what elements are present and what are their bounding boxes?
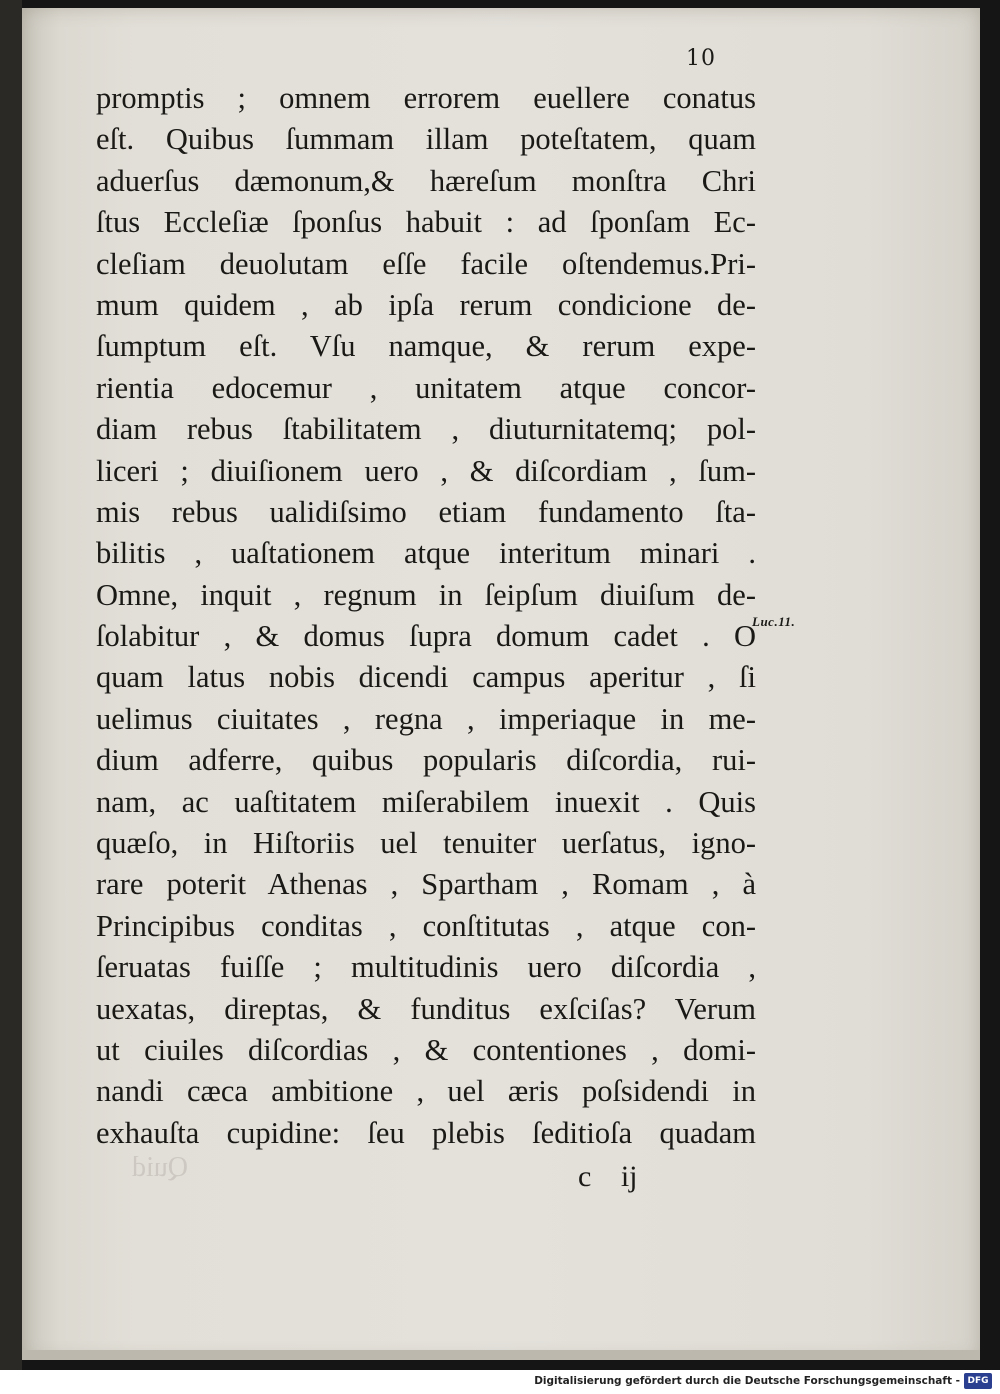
text-line: ut ciuiles diſcordias , & contentiones , domi- [96, 1032, 756, 1067]
credit-bar [0, 1370, 1000, 1394]
text-line: dium adferre, quibus popularis diſcordia, rui- [96, 743, 756, 778]
text-line: nam, ac uaſtitatem miſerabilem inuexit . Quis [96, 784, 756, 819]
text-line: rare poterit Athenas , Spartham , Romam , à [96, 867, 756, 902]
text-line: uexatas, direptas, & funditus exſciſas? Verum [96, 991, 756, 1026]
text-line: aduerſus dæmonum,& hæreſum monſtra Chri [96, 163, 756, 198]
text-line: bilitis , uaſtationem atque interitum minari . [96, 536, 756, 571]
text-line: eſt. Quibus ſummam illam poteſtatem, quam [96, 122, 756, 157]
text-line: liceri ; diuiſionem uero , & diſcordiam , ſum- [96, 453, 756, 488]
text-line: mum quidem , ab ipſa rerum condicione de- [96, 287, 756, 322]
text-line: cleſiam deuolutam eſſe facile oſtendemus.Pri- [96, 246, 756, 281]
text-line: rientia edocemur , unitatem atque concor- [96, 370, 756, 405]
dfg-logo-icon: DFG [964, 1373, 992, 1389]
marginal-note: Luc.11. [752, 614, 796, 629]
text-line: quam latus nobis dicendi campus aperitur , ſi [96, 660, 756, 695]
text-line: quæſo, in Hiſtoriis uel tenuiter uerſatus, igno- [96, 826, 756, 861]
text-line: ſolabitur , & domus ſupra domum cadet . O [96, 619, 756, 654]
text-line: diam rebus ſtabilitatem , diuturnitatemq; pol- [96, 412, 756, 447]
text-line: ſtus Eccleſiæ ſponſus habuit : ad ſponſam Ec- [96, 205, 756, 240]
text-line: ſumptum eſt. Vſu namque, & rerum expe- [96, 329, 756, 364]
page-number: 10 [686, 46, 716, 71]
text-line: exhauſta cupidine: ſeu plebis ſeditioſa quadam [96, 1115, 756, 1150]
book-spine-edge [0, 0, 22, 1370]
digitization-credit: Digitalisierung gefördert durch die Deutsche Forschungsgemeinschaft - [534, 1375, 960, 1387]
body-text [96, 78, 756, 1154]
text-line: Omne, inquit , regnum in ſeipſum diuiſum de- [96, 577, 756, 612]
text-line: ſeruatas fuiſſe ; multitudinis uero diſcordia , [96, 950, 756, 985]
text-line: uelimus ciuitates , regna , imperiaque in me- [96, 701, 756, 736]
text-line: nandi cæca ambitione , uel æris poſsidendi in [96, 1074, 756, 1109]
bleed-through-text: Quid [132, 1152, 188, 1183]
text-line: mis rebus ualidiſsimo etiam fundamento ſta- [96, 494, 756, 529]
book-page [22, 8, 980, 1360]
text-line: Principibus conditas , conſtitutas , atque con- [96, 908, 756, 943]
text-line: promptis ; omnem errorem euellere conatus [96, 81, 756, 115]
signature-mark: c ij [578, 1160, 638, 1193]
